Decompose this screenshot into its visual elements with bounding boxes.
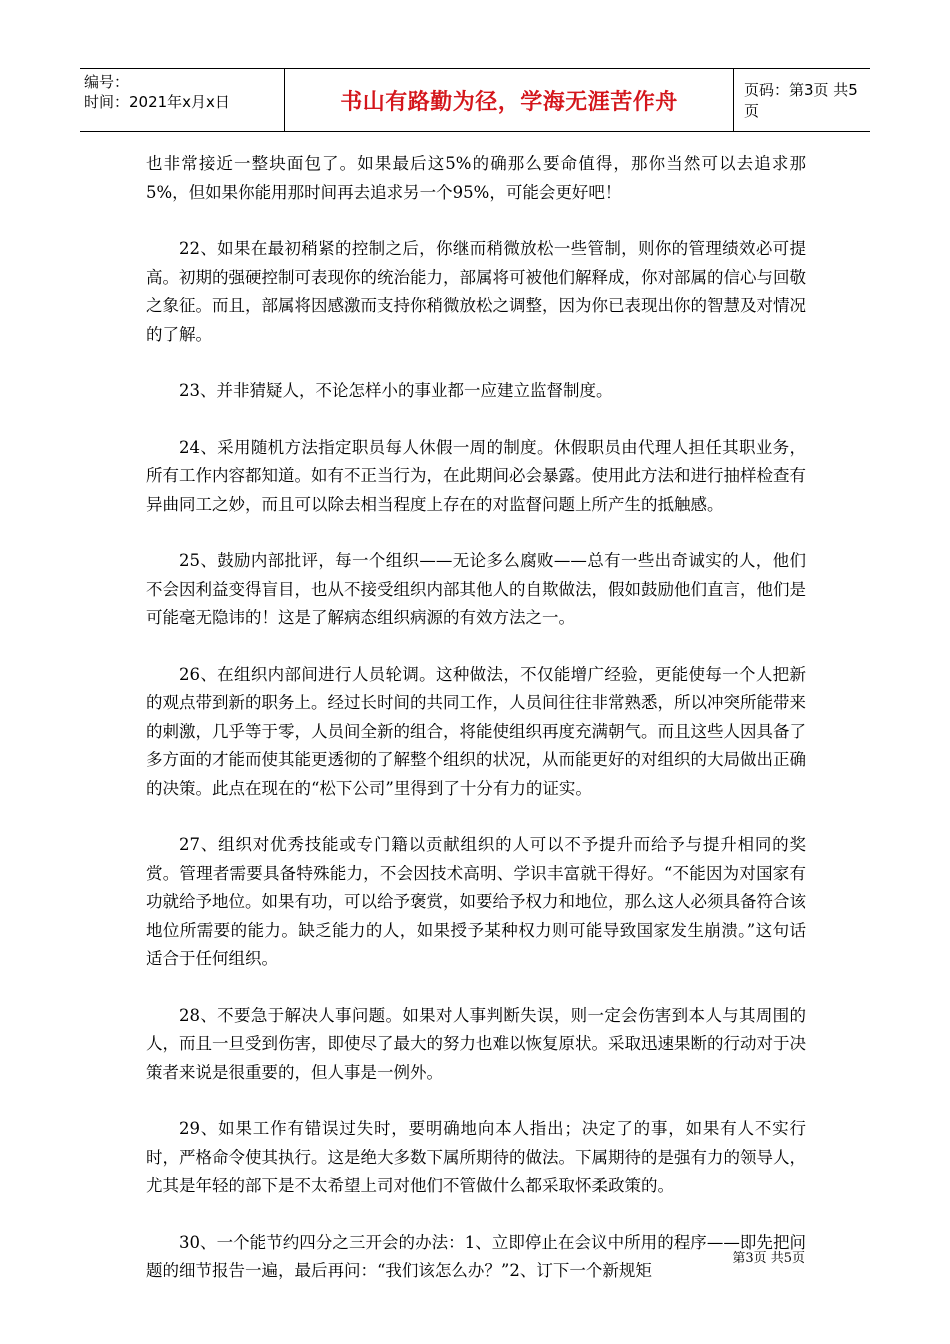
page-footer: 第3页 共5页 <box>732 1251 805 1266</box>
paragraph: 22、如果在最初稍紧的控制之后，你继而稍微放松一些管制，则你的管理绩效必可提高。初期的强硬控制可表现你的统治能力，部属将可被他们解释成，你对部属的信心与回敬之象征。而且，部属将因感激而支持你稍微放松之调整，因为你已表现出你的智慧及对情况的了解。 <box>146 239 806 344</box>
page-code: 页码：第3页 共5页 <box>744 81 858 120</box>
paragraph: 也非常接近一整块面包了。如果最后这5%的确那么要命值得，那你当然可以去追求那5%，但如果你能用那时间再去追求另一个95%，可能会更好吧！ <box>146 154 806 202</box>
date-label: 时间：2021年x月x日 <box>84 93 230 111</box>
paragraph: 26、在组织内部间进行人员轮调。这种做法，不仅能增广经验，更能使每一个人把新的观点带到新的职务上。经过长时间的共同工作，人员间往往非常熟悉，所以冲突所能带来的刺激，几乎等于零，人员间全新的组合，将能使组织再度充满朝气。而且这些人因具备了多方面的才能而使其能更透彻的了解整个组织的状况，从而能更好的对组织的大局做出正确的决策。此点在现在的“松下公司”里得到了十分有力的证实。 <box>146 664 806 798</box>
document-body <box>146 150 806 1314</box>
header-motto-cell <box>284 69 734 131</box>
paragraph: 30、一个能节约四分之三开会的办法：1、立即停止在会议中所用的程序——即先把问题的细节报告一遍，最后再问：“我们该怎么办？”2、订下一个新规矩 <box>146 1232 806 1280</box>
paragraph: 25、鼓励内部批评，每一个组织——无论多么腐败——总有一些出奇诚实的人，他们不会因利益变得盲目，也从不接受组织内部其他人的自欺做法，假如鼓励他们直言，他们是可能毫无隐讳的！这是了解病态组织病源的有效方法之一。 <box>146 551 806 627</box>
number-label: 编号： <box>84 73 130 91</box>
motto: 书山有路勤为径，学海无涯苦作舟 <box>340 89 678 115</box>
page-header <box>80 68 870 132</box>
paragraph: 24、采用随机方法指定职员每人休假一周的制度。休假职员由代理人担任其职业务，所有工作内容都知道。如有不正当行为，在此期间必会暴露。使用此方法和进行抽样检查有异曲同工之妙，而且可以除去相当程度上存在的对监督问题上所产生的抵触感。 <box>146 437 806 514</box>
paragraph: 27、组织对优秀技能或专门籍以贡献组织的人可以不予提升而给予与提升相同的奖赏。管理者需要具备特殊能力，不会因技术高明、学识丰富就干得好。“不能因为对国家有功就给予地位。如果有功，可以给予褒赏，如要给予权力和地位，那么这人必须具备符合该地位所需要的能力。缺乏能力的人，如果授予某种权力则可能导致国家发生崩溃。”这句话适合于任何组织。 <box>146 835 806 968</box>
header-page-cell <box>734 69 870 131</box>
paragraph: 23、并非猜疑人，不论怎样小的事业都一应建立监督制度。 <box>179 381 613 400</box>
header-meta <box>80 69 284 131</box>
paragraph: 29、如果工作有错误过失时，要明确地向本人指出；决定了的事，如果有人不实行时，严格命令使其执行。这是绝大多数下属所期待的做法。下属期待的是强有力的领导人，尤其是年轻的部下是不太希望上司对他们不管做什么都采取怀柔政策的。 <box>146 1119 806 1195</box>
paragraph: 28、不要急于解决人事问题。如果对人事判断失误，则一定会伤害到本人与其周围的人，而且一旦受到伤害，即使尽了最大的努力也难以恢复原状。采取迅速果断的行动对于决策者来说是很重要的，但人事是一例外。 <box>146 1005 806 1082</box>
